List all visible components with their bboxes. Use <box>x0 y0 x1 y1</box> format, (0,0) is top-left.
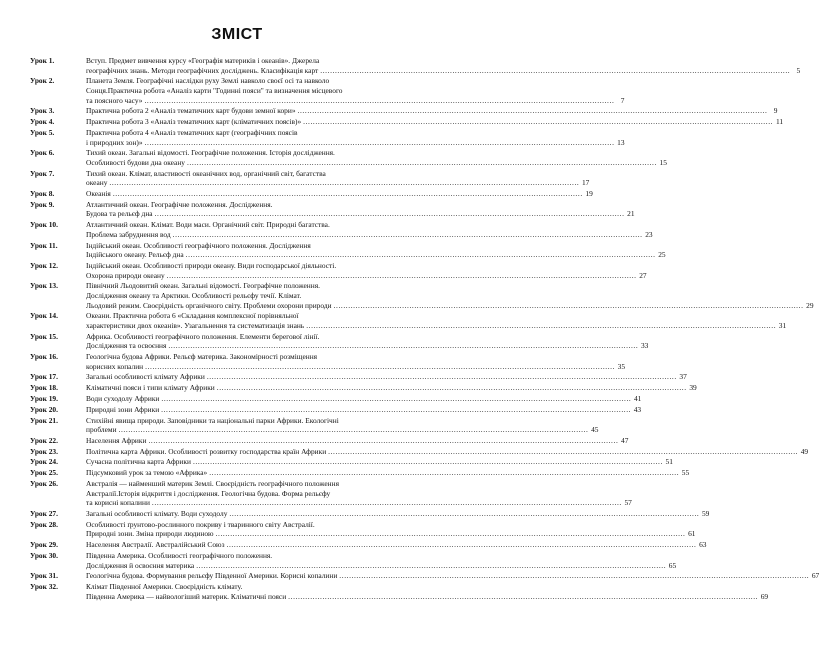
page-title: ЗМІСТ <box>211 26 263 43</box>
toc-entry-line <box>86 341 648 351</box>
dot-leader <box>145 138 615 148</box>
toc-entry-text: Кліматичні пояси і типи клімату Африки <box>86 383 215 393</box>
toc-entry-text: Населення Австралії. Австралійський Союз <box>86 540 225 550</box>
toc-entry-line: Геологічна будова Африки. Рельєф материка. Закономірності розміщення <box>86 352 318 362</box>
toc-entry-label: Урок 4. <box>30 117 55 127</box>
dot-leader <box>320 66 790 76</box>
toc-entry-page: 17 <box>581 178 590 188</box>
toc-entry-label: Урок 7. <box>30 168 55 178</box>
toc-entry-text: Дослідження та освоєння <box>86 341 167 351</box>
toc-entry-line <box>86 271 647 281</box>
toc-entry-line: Планета Земля. Географічні наслідки руху Землі навколо своєї осі та навколо <box>86 76 330 86</box>
toc-entry-page: 59 <box>701 509 710 518</box>
toc-entry-label: Урок 11. <box>30 240 58 250</box>
toc-entry-text: Південна Америка — найвологіший материк. Кліматичні пояси <box>86 591 287 601</box>
toc-entry-page: 23 <box>645 229 653 239</box>
dot-leader <box>303 117 773 127</box>
toc-entry <box>30 76 625 105</box>
toc-entry-text: Проблема забруднення вод <box>86 229 171 239</box>
toc-entry-line: Тихий океан. Клімат, властивості океанічних вод, органічний світ, багатства <box>86 168 326 178</box>
toc-entry-text: Океанія <box>86 189 111 199</box>
dot-leader <box>306 321 776 331</box>
toc-entry-line: Атлантичний океан. Географічне положення. Дослідження. <box>86 199 273 209</box>
toc-entry-line: Особливості ґрунтово-рослинного покриву і тваринного світу Австралії. <box>86 519 315 529</box>
toc-entry-label: Урок 14. <box>30 311 58 321</box>
toc-entry-text: Води суходолу Африки <box>86 393 160 403</box>
toc-entry-text: Природні зони Африки <box>86 404 160 414</box>
toc-entry-line <box>86 540 706 550</box>
dot-leader <box>152 498 622 508</box>
toc-entry-body <box>86 241 666 260</box>
toc-entry <box>30 56 801 75</box>
toc-entry-label: Урок 10. <box>30 220 58 230</box>
toc-entry-line: Практична робота 4 «Аналіз тематичних карт (географічних поясів <box>86 127 298 137</box>
toc-entry-body <box>86 117 783 127</box>
toc-entry-body <box>86 416 598 435</box>
toc-entry-body <box>86 76 624 105</box>
toc-entry-text: характеристики двох океанів». Узагальнення та систематизація знань <box>86 320 305 330</box>
toc-entry <box>30 127 625 147</box>
toc-entry-line <box>86 425 598 435</box>
toc-entry-line <box>86 529 696 539</box>
toc-entry-page: 69 <box>760 591 769 601</box>
toc-entry-page: 21 <box>627 209 635 219</box>
toc-entry-page: 49 <box>800 446 809 456</box>
toc-entry <box>30 479 632 508</box>
dot-leader <box>227 540 697 550</box>
dot-leader <box>298 106 768 116</box>
toc-entry-line: Дослідження океану та Арктики. Особливості рельєфу течії. Клімат. <box>86 290 302 300</box>
dot-leader <box>168 341 638 351</box>
dot-leader <box>328 447 798 457</box>
toc-entry-label: Урок 12. <box>30 260 58 270</box>
dot-leader <box>173 230 643 240</box>
toc-entry-text: Природні зони. Зміна природи людиною <box>86 529 214 539</box>
toc-entry-label: Урок 16. <box>30 352 58 362</box>
toc-entry-body <box>86 540 706 550</box>
toc-entry-page: 41 <box>633 393 642 403</box>
toc-entry-label: Урок 5. <box>30 127 55 137</box>
toc-entry-line <box>86 571 819 581</box>
toc-entry-text: і природних зон)» <box>86 137 143 147</box>
dot-leader <box>145 362 615 372</box>
dot-leader <box>216 529 686 539</box>
toc-entry-body <box>86 405 641 415</box>
toc-entry-label: Урок 30. <box>30 550 58 560</box>
toc-entry-page: 39 <box>689 383 697 393</box>
toc-entry-body <box>86 447 808 457</box>
toc-entry <box>30 106 778 116</box>
toc-entry-line <box>86 436 628 446</box>
toc-entry-text: Будова та рельєф дна <box>86 209 153 219</box>
toc-entry-line: Австралія — найменший материк Землі. Своєрідність географічного положення <box>86 479 339 489</box>
toc-entry-label: Урок 3. <box>30 106 55 116</box>
toc-entry-page: 65 <box>668 560 677 570</box>
toc-entry-line: Клімат Південної Америки. Своєрідність клімату. <box>86 582 243 592</box>
toc-entry-line: Індійський океан. Особливості географічного положення. Дослідження <box>86 240 311 250</box>
toc-entry <box>30 509 710 519</box>
toc-entry-line <box>86 301 814 311</box>
dot-leader <box>288 592 758 602</box>
toc-entry-text: Особливості будови дна океану <box>86 157 185 167</box>
toc-entry-line <box>86 457 673 467</box>
toc-entry-line <box>86 158 667 168</box>
toc-entry <box>30 372 687 382</box>
toc-entry <box>30 582 769 601</box>
toc-entry-line <box>86 394 641 404</box>
toc-entry-page: 15 <box>659 157 667 167</box>
toc-entry-line <box>86 250 666 260</box>
dot-leader <box>229 509 699 519</box>
toc-entry-line <box>86 178 589 188</box>
toc-entry-label: Урок 23. <box>30 446 58 456</box>
toc-entry-body <box>86 200 635 219</box>
toc-entry-body <box>86 169 589 188</box>
toc-entry-label: Урок 9. <box>30 199 55 209</box>
toc-entry-line: Океани. Практична робота 6 «Складання комплексної порівняльної <box>86 311 299 321</box>
toc-entry-text: географічних знань. Методи географічних досліджень. Класифікація карт <box>86 65 319 75</box>
toc-entry-line: Індійський океан. Особливості природи океану. Види господарської діяльності. <box>86 260 337 270</box>
toc-entry-page: 47 <box>621 435 629 445</box>
toc-entry-text: Дослідження й освоєння материка <box>86 560 195 570</box>
dot-leader <box>109 178 579 188</box>
toc-entry-body <box>86 551 676 570</box>
toc-entry <box>30 220 653 239</box>
toc-entry-page: 13 <box>617 137 625 147</box>
toc-entry-page: 35 <box>617 361 626 371</box>
toc-entry <box>30 468 690 478</box>
toc-entry-line <box>86 209 635 219</box>
toc-entry-line <box>86 561 676 571</box>
toc-entry <box>30 550 677 570</box>
toc-entry <box>30 331 649 351</box>
toc-entry-text: Загальні особливості клімату. Води суходолу <box>86 509 228 518</box>
toc-entry-line: Стихійні явища природи. Заповідники та національні парки Африки. Екологічні <box>86 415 339 425</box>
toc-entry-line <box>86 189 593 199</box>
toc-entry <box>30 446 809 457</box>
toc-entry-line: Австралії.Історія відкриття і дослідження. Геологічна будова. Форма рельєфу <box>86 488 331 498</box>
toc-entry-body <box>86 582 768 601</box>
toc-entry-body <box>86 468 689 478</box>
toc-entry-page: 37 <box>679 372 687 382</box>
toc-entry-page: 33 <box>640 341 649 351</box>
toc-entry-body <box>86 457 673 467</box>
toc-entry-line: Сонця.Практична робота «Аналіз карти "Годинні пояси" та визначення місцевого <box>86 85 343 95</box>
toc-entry-label: Урок 2. <box>30 76 55 86</box>
toc-entry-text: Загальні особливості клімату Африки <box>86 372 205 382</box>
toc-entry-label: Урок 19. <box>30 393 58 403</box>
dot-leader <box>334 301 804 311</box>
toc-entry-text: корисних копалин <box>86 361 144 371</box>
toc-entry-line <box>86 498 632 508</box>
toc-entry-line <box>86 321 786 331</box>
toc-entry-line: Вступ. Предмет вивчення курсу «Географія материків і океанів». Джерела <box>86 56 320 65</box>
toc-entry-page: 43 <box>633 404 642 414</box>
toc-entry <box>30 540 707 550</box>
toc-entry-page: 27 <box>639 270 647 280</box>
toc-entry-text: Сучасна політична карта Африки <box>86 457 191 467</box>
toc-entry-label: Урок 20. <box>30 404 58 414</box>
toc-entry-page: 51 <box>665 457 673 467</box>
dot-leader <box>196 561 666 571</box>
toc-entry-text: Практична робота 2 «Аналіз тематичних карт будови земної кори» <box>86 106 296 116</box>
toc-entry-text: Охорона природи океану <box>86 270 165 280</box>
dot-leader <box>193 457 663 467</box>
dot-leader <box>155 209 625 219</box>
toc-entry-body <box>86 281 814 310</box>
toc-entry-body <box>86 311 786 330</box>
toc-entry-line <box>86 138 625 148</box>
toc-entry <box>30 571 819 581</box>
toc-entry-text: Практична робота 3 «Аналіз тематичних карт (кліматичних поясів)» <box>86 117 302 127</box>
toc-entry-body <box>86 352 625 371</box>
toc-entry-page: 25 <box>658 250 666 260</box>
toc-entry-label: Урок 18. <box>30 383 58 393</box>
toc-entry-body <box>86 106 777 116</box>
dot-leader <box>161 394 631 404</box>
toc-entry-body <box>86 56 800 75</box>
toc-entry-line <box>86 362 625 372</box>
toc-entry-line <box>86 230 653 240</box>
toc-entry-label: Урок 28. <box>30 519 58 529</box>
toc-entry-label: Урок 32. <box>30 582 58 592</box>
toc-entry-page: 11 <box>775 117 784 127</box>
toc-entry <box>30 260 647 280</box>
toc-entry-label: Урок 25. <box>30 468 58 478</box>
toc-entry-body <box>86 189 593 199</box>
toc-entry-label: Урок 27. <box>30 509 58 518</box>
toc-entry-label: Урок 15. <box>30 331 58 341</box>
toc-entry <box>30 148 667 167</box>
toc-entry-label: Урок 31. <box>30 571 58 581</box>
toc-entry-label: Урок 26. <box>30 479 58 489</box>
toc-list <box>30 56 819 601</box>
toc-entry-page: 19 <box>585 189 593 199</box>
toc-entry-text: Льодовий режим. Своєрідність органічного світу. Проблеми охорони природи <box>86 300 332 310</box>
toc-entry-page: 29 <box>806 300 814 310</box>
toc-entry-text: Підсумковий урок за темою «Африка» <box>86 468 208 478</box>
toc-entry-label: Урок 29. <box>30 540 58 550</box>
toc-entry-line: Тихий океан. Загальні відомості. Географічне положення. Історія дослідження. <box>86 148 335 158</box>
toc-entry <box>30 519 696 539</box>
toc-entry-line <box>86 447 808 457</box>
toc-entry-label: Урок 17. <box>30 372 58 382</box>
toc-entry-line: Північний Льодовитий океан. Загальні відомості. Географічне положення. <box>86 281 320 291</box>
toc-entry-label: Урок 8. <box>30 189 55 199</box>
toc-entry-line: Атлантичний океан. Клімат. Води маси. Органічний світ. Природні багатства. <box>86 220 330 230</box>
toc-entry-body <box>86 261 647 280</box>
toc-entry-label: Урок 24. <box>30 457 58 467</box>
toc-entry-body <box>86 128 625 147</box>
toc-entry-body <box>86 383 697 393</box>
toc-entry-text: океану <box>86 178 108 188</box>
toc-entry-body <box>86 509 709 519</box>
toc-entry <box>30 168 590 188</box>
toc-entry-label: Урок 6. <box>30 148 55 158</box>
dot-leader <box>119 425 589 435</box>
toc-entry <box>30 240 666 260</box>
toc-entry <box>30 189 593 199</box>
dot-leader <box>144 96 614 106</box>
dot-leader <box>339 571 809 581</box>
toc-entry <box>30 457 673 467</box>
dot-leader <box>187 158 657 168</box>
toc-entry-page: 61 <box>688 529 696 539</box>
toc-entry-body <box>86 332 648 351</box>
toc-entry-line <box>86 372 687 382</box>
toc-entry <box>30 404 642 415</box>
toc-entry-label: Урок 1. <box>30 56 55 65</box>
toc-entry-page: 5 <box>796 65 801 75</box>
toc-entry <box>30 311 787 330</box>
toc-entry-label: Урок 13. <box>30 281 58 291</box>
toc-entry-page: 67 <box>811 571 819 581</box>
toc-entry-body <box>86 520 696 539</box>
toc-entry-page: 7 <box>620 95 625 105</box>
toc-entry-page: 45 <box>591 425 599 435</box>
dot-leader <box>148 436 618 446</box>
toc-entry-page: 57 <box>624 498 632 508</box>
toc-entry-body <box>86 394 641 404</box>
toc-entry-label: Урок 21. <box>30 415 58 425</box>
dot-leader <box>209 468 679 478</box>
toc-entry-body <box>86 571 819 581</box>
toc-entry-text: Населення Африки <box>86 435 147 445</box>
toc-entry <box>30 199 635 219</box>
toc-entry <box>30 383 697 393</box>
toc-entry <box>30 352 626 371</box>
dot-leader <box>217 383 687 393</box>
toc-entry-line: Південна Америка. Особливості географічного положення. <box>86 550 273 560</box>
toc-entry-page: 55 <box>681 468 690 478</box>
toc-entry <box>30 435 629 446</box>
dot-leader <box>167 271 637 281</box>
toc-entry-line: Африка. Особливості географічного положення. Елементи берегової лінії. <box>86 331 320 341</box>
toc-entry-line <box>86 96 624 106</box>
toc-entry-page: 63 <box>699 540 707 550</box>
toc-entry-body <box>86 436 628 446</box>
toc-entry-line <box>86 592 768 602</box>
toc-entry-line <box>86 383 697 393</box>
toc-entry-label: Урок 22. <box>30 435 58 445</box>
toc-entry-body <box>86 372 687 382</box>
toc-entry-body <box>86 148 667 167</box>
dot-leader <box>113 189 583 199</box>
toc-entry <box>30 281 814 310</box>
toc-entry <box>30 117 784 127</box>
toc-entry-body <box>86 220 653 239</box>
toc-entry-line <box>86 106 777 116</box>
toc-entry-text: та корисні копалини <box>86 498 150 508</box>
toc-entry <box>30 393 642 404</box>
toc-entry-text: Геологічна будова. Формування рельєфу Південної Америки. Корисні копалини <box>86 571 338 581</box>
dot-leader <box>186 250 656 260</box>
toc-entry-line <box>86 405 641 415</box>
toc-entry <box>30 415 599 435</box>
toc-entry-text: проблеми <box>86 425 117 435</box>
toc-entry-body <box>86 479 632 508</box>
dot-leader <box>161 405 631 415</box>
toc-entry-page: 9 <box>773 106 778 116</box>
toc-entry-line <box>86 468 689 478</box>
toc-entry-page: 31 <box>778 320 787 330</box>
toc-entry-text: Політична карта Африки. Особливості розвитку господарства країн Африки <box>86 446 327 456</box>
toc-entry-line <box>86 509 709 519</box>
toc-entry-line <box>86 117 783 127</box>
dot-leader <box>207 372 677 382</box>
toc-entry-text: та поясного часу» <box>86 95 143 105</box>
toc-entry-line <box>86 66 800 76</box>
toc-entry-text: Індійського океану. Рельєф дна <box>86 250 184 260</box>
